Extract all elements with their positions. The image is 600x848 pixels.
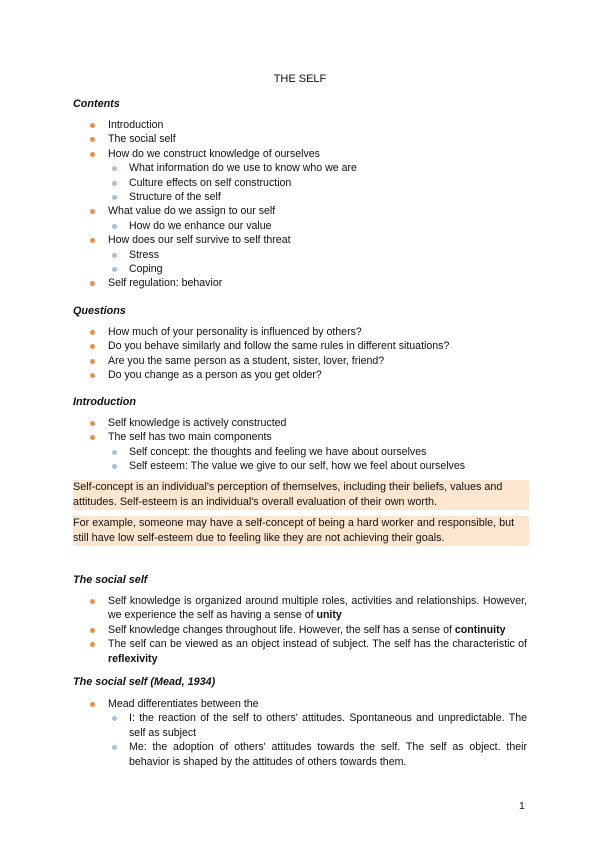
- bullet-icon: [112, 224, 117, 229]
- list-item: Introduction: [73, 118, 533, 132]
- bullet-icon: [90, 281, 95, 286]
- list-item: The social self: [73, 132, 533, 146]
- bullet-icon: [90, 344, 95, 349]
- list-item: Coping: [73, 262, 533, 276]
- bullet-icon: [112, 195, 117, 200]
- questions-list: [73, 325, 533, 383]
- list-item: Do you behave similarly and follow the same rules in different situations?: [73, 339, 533, 353]
- bullet-icon: [112, 745, 117, 750]
- bullet-icon: [112, 450, 117, 455]
- list-item: Self concept: the thoughts and feeling we have about ourselves: [73, 445, 533, 459]
- bullet-icon: [112, 253, 117, 258]
- list-item: How much of your personality is influenced by others?: [73, 325, 533, 339]
- bullet-icon: [112, 181, 117, 186]
- list-item: Self regulation: behavior: [73, 276, 533, 290]
- list-item: Structure of the self: [73, 190, 533, 204]
- contents-list: [73, 118, 533, 291]
- bullet-icon: [90, 137, 95, 142]
- list-item: Stress: [73, 248, 533, 262]
- list-item: Self esteem: The value we give to our self, how we feel about ourselves: [73, 459, 533, 473]
- introduction-list: [73, 416, 533, 474]
- bullet-icon: [90, 123, 95, 128]
- bullet-icon: [90, 435, 95, 440]
- list-item: Self knowledge changes throughout life. However, the self has a sense of continuity: [73, 623, 527, 637]
- bullet-icon: [90, 238, 95, 243]
- bullet-icon: [90, 209, 95, 214]
- list-item: Me: the adoption of others' attitudes towards the self. The self as object. their behavior is shaped by the attitudes of others towards them.: [73, 740, 527, 769]
- bullet-icon: [90, 373, 95, 378]
- bullet-icon: [90, 642, 95, 647]
- bullet-icon: [112, 464, 117, 469]
- list-item: Culture effects on self construction: [73, 176, 533, 190]
- bullet-icon: [112, 166, 117, 171]
- list-item: How do we construct knowledge of ourselves: [73, 147, 533, 161]
- list-item: Are you the same person as a student, sister, lover, friend?: [73, 354, 533, 368]
- contents-heading: Contents: [73, 98, 120, 110]
- list-item: Do you change as a person as you get older?: [73, 368, 533, 382]
- list-item: What information do we use to know who we are: [73, 161, 533, 175]
- bullet-icon: [112, 716, 117, 721]
- mead-heading: The social self (Mead, 1934): [73, 676, 216, 688]
- list-item: Self knowledge is actively constructed: [73, 416, 533, 430]
- bullet-icon: [90, 599, 95, 604]
- page-title: THE SELF: [273, 73, 327, 85]
- list-item: Self knowledge is organized around multiple roles, activities and relationships. However, we experience the self as having a sense of unity: [73, 594, 527, 623]
- list-item: The self can be viewed as an object instead of subject. The self has the characteristic of reflexivity: [73, 637, 527, 666]
- bullet-icon: [112, 267, 117, 272]
- bullet-icon: [90, 421, 95, 426]
- bullet-icon: [90, 330, 95, 335]
- list-item: Mead differentiates between the: [73, 697, 527, 711]
- bullet-icon: [90, 702, 95, 707]
- social-self-heading: The social self: [73, 574, 148, 586]
- list-item: How do we enhance our value: [73, 219, 533, 233]
- bullet-icon: [90, 628, 95, 633]
- questions-heading: Questions: [73, 305, 126, 317]
- list-item: What value do we assign to our self: [73, 204, 533, 218]
- highlighted-example: For example, someone may have a self-concept of being a hard worker and responsible, but still have low self-esteem due to feeling like they are not achieving their goals.: [73, 516, 529, 546]
- bullet-icon: [90, 152, 95, 157]
- list-item: I: the reaction of the self to others' attitudes. Spontaneous and unpredictable. The self as subject: [73, 711, 527, 740]
- mead-list: [73, 697, 527, 769]
- introduction-heading: Introduction: [73, 396, 136, 408]
- social-self-list: [73, 594, 527, 666]
- page-number: 1: [519, 800, 525, 812]
- list-item: The self has two main components: [73, 430, 533, 444]
- highlighted-definition: Self-concept is an individual's perception of themselves, including their beliefs, values and attitudes. Self-esteem is an individual's overall evaluation of their own worth.: [73, 480, 529, 510]
- list-item: How does our self survive to self threat: [73, 233, 533, 247]
- bullet-icon: [90, 359, 95, 364]
